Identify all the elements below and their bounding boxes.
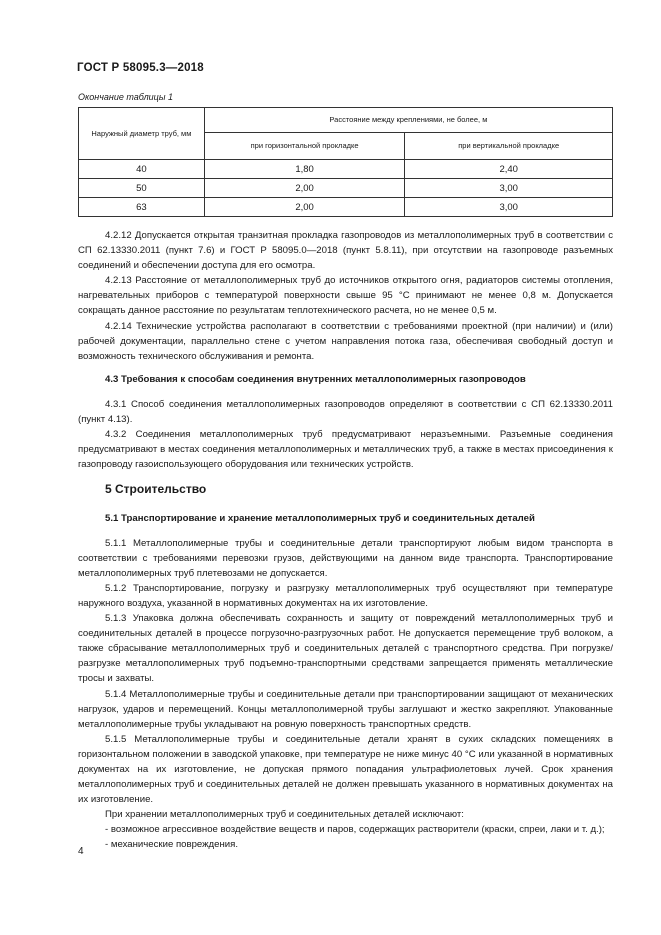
section-heading-5: 5 Строительство — [105, 482, 207, 497]
header-distance: Расстояние между креплениями, не более, м — [204, 108, 612, 133]
clause-5-1-4: 5.1.4 Металлополимерные трубы и соединительные детали при транспортировании защищают от механических нагрузок, ударов и перемещений. Концы металлополимерной трубы заглушают и жестко закрепляют. Упакованные металлополимерные трубы укладывают на ровную поверхность транспортных средств. — [78, 688, 613, 730]
document-code: ГОСТ Р 58095.3—2018 — [77, 62, 204, 74]
cell-vertical: 3,00 — [405, 198, 613, 217]
list-item: - возможное агрессивное воздействие веществ и паров, содержащих растворители (краски, спреи, лаки и т. д.); — [105, 824, 605, 836]
clause-4-2-14: 4.2.14 Технические устройства располагают в соответствии с требованиями проектной (при наличии) и (или) рабочей документации, параллельно стене с учетом направления потока газа, обеспечивая свободный доступ и возможность технического обслуживания и ремонта. — [78, 320, 613, 362]
page-number: 4 — [78, 846, 84, 857]
storage-intro: При хранении металлополимерных труб и соединительных деталей исключают: — [105, 809, 464, 821]
table-row — [79, 179, 613, 198]
list-item: - механические повреждения. — [105, 839, 239, 851]
cell-vertical: 2,40 — [405, 160, 613, 179]
pipe-spacing-table — [78, 107, 613, 217]
cell-horizontal: 1,80 — [204, 160, 405, 179]
section-heading-5-1: 5.1 Транспортирование и хранение металлополимерных труб и соединительных деталей — [105, 512, 535, 524]
cell-diameter: 40 — [79, 160, 205, 179]
header-vertical: при вертикальной прокладке — [405, 133, 613, 160]
table-caption: Окончание таблицы 1 — [78, 92, 173, 102]
section-heading-4-3: 4.3 Требования к способам соединения внутренних металлополимерных газопроводов — [105, 373, 526, 385]
cell-vertical: 3,00 — [405, 179, 613, 198]
cell-diameter: 63 — [79, 198, 205, 217]
document-body — [78, 228, 613, 853]
clause-4-3-1: 4.3.1 Способ соединения металлополимерных газопроводов определяют в соответствии с СП 62.13330.2011 (пункт 4.13). — [78, 398, 613, 426]
header-horizontal: при горизонтальной прокладке — [204, 133, 405, 160]
clause-4-2-12: 4.2.12 Допускается открытая транзитная прокладка газопроводов из металлополимерных труб в соответствии с СП 62.13330.2011 (пункт 7.6) и ГОСТ Р 58095.0—2018 (пункт 5.8.11), при отсутствии на газопроводе разъемных соединений и обеспечении доступа для его осмотра. — [78, 230, 613, 272]
header-diameter: Наружный диаметр труб, мм — [79, 108, 205, 160]
table-row — [79, 160, 613, 179]
table-row — [79, 198, 613, 217]
cell-horizontal: 2,00 — [204, 198, 405, 217]
cell-horizontal: 2,00 — [204, 179, 405, 198]
cell-diameter: 50 — [79, 179, 205, 198]
clause-5-1-5: 5.1.5 Металлополимерные трубы и соединительные детали хранят в сухих складских помещениях в горизонтальном положении в заводской упаковке, при температуре не ниже минус 40 °С или указанной в нормативных документах на их изготовление, не допуская прямого попадания ультрафиолетовых лучей. Срок хранения металлополимерных труб и соединительных деталей не должен превышать указанного в нормативных документах на их изготовление. — [78, 733, 613, 806]
clause-4-2-13: 4.2.13 Расстояние от металлополимерных труб до источников открытого огня, радиаторов системы отопления, нагревательных приборов с температурой поверхности свыше 95 °С принимают не менее 0,8 м. Допускается сокращать данное расстояние по результатам теплотехнического расчета, но не менее 0,5 м. — [78, 275, 613, 317]
clause-5-1-1: 5.1.1 Металлополимерные трубы и соединительные детали транспортируют любым видом транспорта в соответствии с требованиями перевозки грузов, действующими на данном виде транспорта. Транспортирование металлополимерных труб плетевозами не допускается. — [78, 537, 613, 579]
clause-5-1-2: 5.1.2 Транспортирование, погрузку и разгрузку металлополимерных труб осуществляют при температуре наружного воздуха, указанной в нормативных документах на их изготовление. — [78, 582, 613, 609]
clause-5-1-3: 5.1.3 Упаковка должна обеспечивать сохранность и защиту от повреждений металлополимерных труб и соединительных деталей в процессе погрузочно-разгрузочных работ. Не допускается перемещение труб волоком, а также сбрасывание металлополимерных труб и соединительных деталей с транспортного средства. При погрузке/разгрузке металлополимерных труб подъемно-транспортными средствами запрещается применять металлические тросы и захваты. — [78, 613, 613, 685]
clause-4-3-2: 4.3.2 Соединения металлополимерных труб предусматривают неразъемными. Разъемные соединения предусматривают в местах соединения металлополимерных и металлических труб, а также в местах присоединения к газопроводу газоиспользующего оборудования или технических устройств. — [78, 429, 613, 471]
